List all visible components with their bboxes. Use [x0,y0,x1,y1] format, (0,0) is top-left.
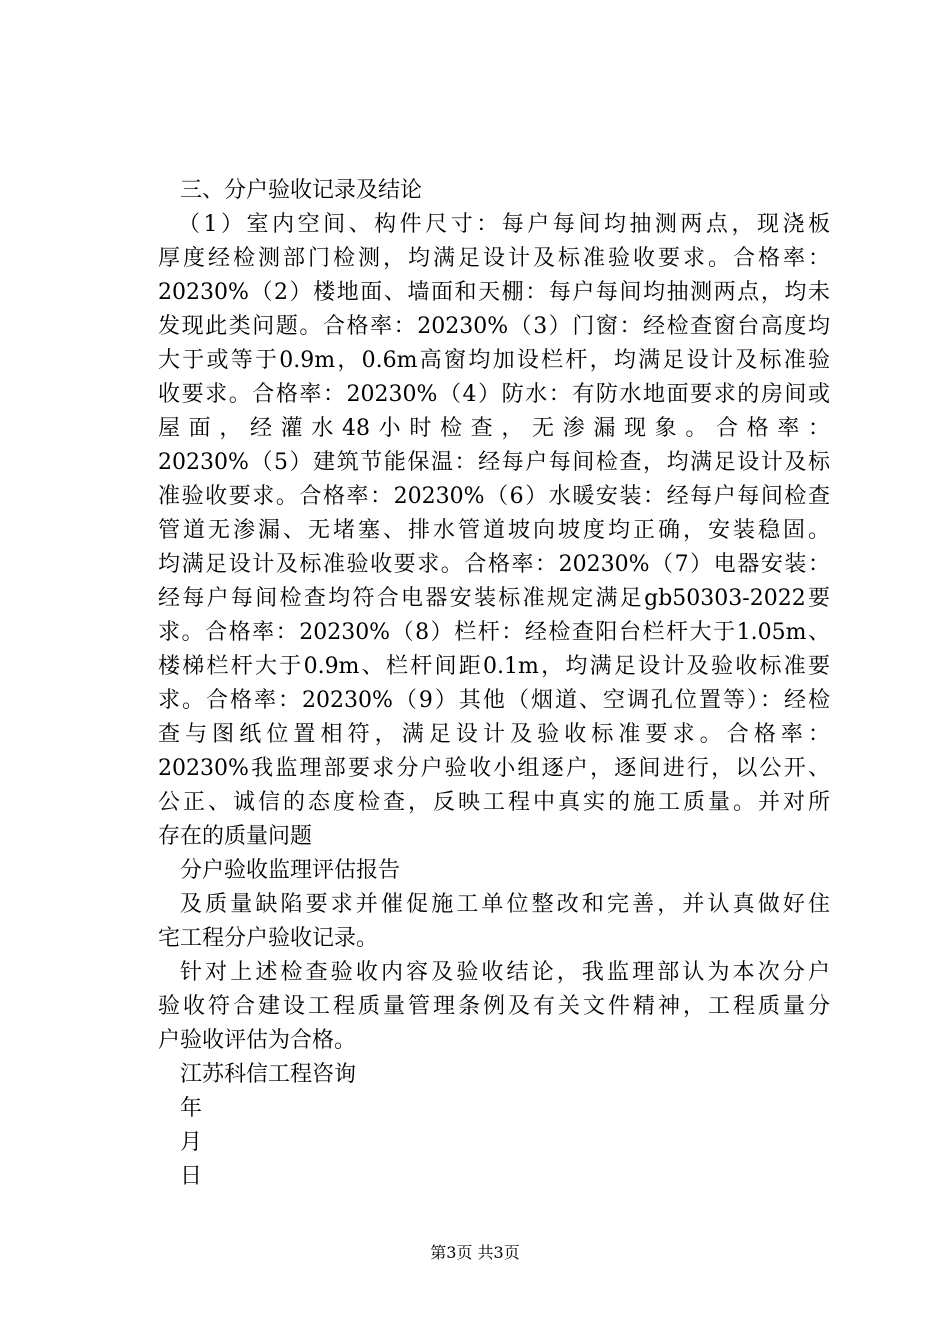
paragraph-line: 大于或等于0.9m，0.6m高窗均加设栏杆，均满足设计及标准验 [158,348,830,373]
paragraph-line: 管道无渗漏、无堵塞、排水管道坡向坡度均正确，安装稳固。 [158,518,830,543]
paragraph-line: （1）室内空间、构件尺寸：每户每间均抽测两点，现浇板 [178,212,830,237]
paragraph-line: 验收符合建设工程质量管理条例及有关文件精神，工程质量分 [158,994,830,1019]
document-body [158,174,830,1194]
paragraph-line: 经每户每间检查均符合电器安装标准规定满足gb50303-2022要 [158,586,830,611]
paragraph-line: 户验收评估为合格。 [158,1028,357,1053]
paragraph-line: 20230%（5）建筑节能保温：经每户每间检查，均满足设计及标 [158,450,830,475]
page-footer [0,1243,950,1263]
rectification-paragraph [158,888,830,956]
paragraph-line: 20230%（2）楼地面、墙面和天棚：每户每间均抽测两点，均未 [158,280,830,305]
date-year: 年 [180,1096,203,1121]
paragraph-line: 均满足设计及标准验收要求。合格率：20230%（7）电器安装： [158,552,830,577]
date-month: 月 [180,1130,203,1155]
paragraph-line: 屋面，经灌水48小时检查，无渗漏现象。合格率： [158,416,830,441]
paragraph-line: 收要求。合格率：20230%（4）防水：有防水地面要求的房间或 [158,382,830,407]
section-heading: 三、分户验收记录及结论 [180,178,423,203]
paragraph-line: 存在的质量问题 [158,824,313,849]
paragraph-line: 厚度经检测部门检测，均满足设计及标准验收要求。合格率： [158,246,830,271]
page-number: 第3页 共3页 [430,1243,520,1262]
paragraph-line: 查与图纸位置相符，满足设计及验收标准要求。合格率： [158,722,830,747]
paragraph-line: 求。合格率：20230%（9）其他（烟道、空调孔位置等）：经检 [158,688,830,713]
date-day: 日 [180,1164,203,1189]
inspection-results-paragraph [158,208,830,854]
conclusion-paragraph [158,956,830,1058]
paragraph-line: 公正、诚信的态度检查，反映工程中真实的施工质量。并对所 [158,790,830,815]
paragraph-line: 针对上述检查验收内容及验收结论，我监理部认为本次分户 [180,960,830,985]
paragraph-line: 宅工程分户验收记录。 [158,926,379,951]
company-name: 江苏科信工程咨询 [180,1062,357,1087]
paragraph-line: 求。合格率：20230%（8）栏杆：经检查阳台栏杆大于1.05m、 [158,620,830,645]
paragraph-line: 发现此类问题。合格率：20230%（3）门窗：经检查窗台高度均 [158,314,830,339]
report-title: 分户验收监理评估报告 [180,858,401,883]
paragraph-line: 准验收要求。合格率：20230%（6）水暖安装：经每户每间检查 [158,484,830,509]
paragraph-line: 20230%我监理部要求分户验收小组逐户，逐间进行，以公开、 [158,756,830,781]
paragraph-line: 及质量缺陷要求并催促施工单位整改和完善，并认真做好住 [180,892,830,917]
paragraph-line: 楼梯栏杆大于0.9m、栏杆间距0.1m，均满足设计及验收标准要 [158,654,830,679]
